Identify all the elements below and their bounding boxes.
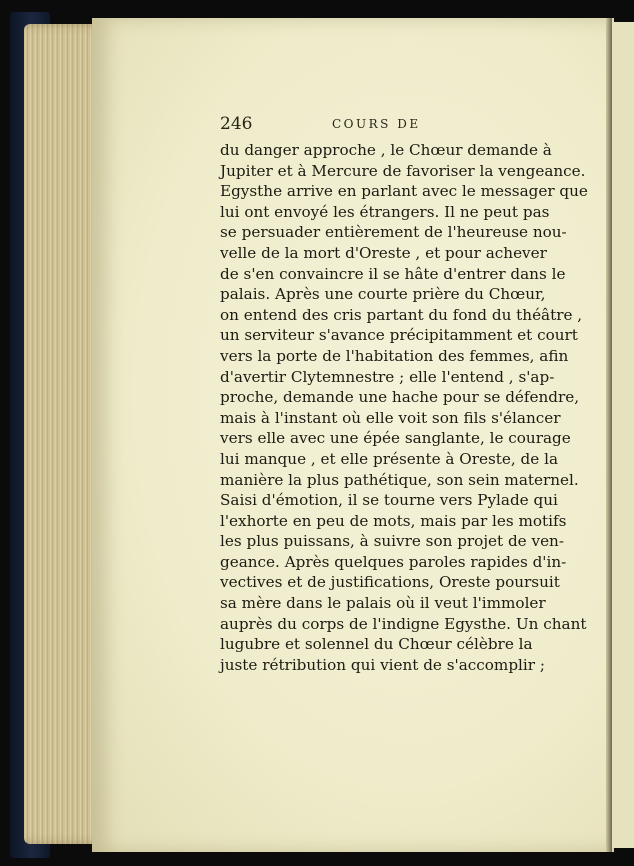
text-line: juste rétribution qui vient de s'accomplir ;: [220, 655, 545, 674]
text-line: Egysthe arrive en parlant avec le messager que: [220, 182, 588, 201]
body-text: [220, 140, 588, 675]
text-line: d'avertir Clytemnestre ; elle l'entend , s'ap-: [220, 367, 555, 386]
text-line: Jupiter et à Mercure de favoriser la vengeance.: [220, 161, 586, 180]
text-line: proche, demande une hache pour se défendre,: [220, 388, 580, 407]
text-line: un serviteur s'avance précipitamment et court: [220, 326, 578, 345]
text-line: vectives et de justifications, Oreste poursuit: [220, 573, 560, 592]
text-line: Saisi d'émotion, il se tourne vers Pylade qui: [220, 491, 558, 510]
running-title: COURS DE: [332, 117, 421, 131]
text-line: de s'en convaincre il se hâte d'entrer dans le: [220, 264, 566, 283]
text-line: lugubre et solennel du Chœur célèbre la: [220, 635, 533, 654]
text-line: auprès du corps de l'indigne Egysthe. Un chant: [220, 614, 587, 633]
text-line: geance. Après quelques paroles rapides d'in-: [220, 552, 567, 571]
text-line: sa mère dans le palais où il veut l'immoler: [220, 594, 546, 613]
text-line: palais. Après une courte prière du Chœur,: [220, 285, 546, 304]
text-line: se persuader entièrement de l'heureuse nou-: [220, 223, 567, 242]
text-line: les plus puissans, à suivre son projet de ven-: [220, 532, 564, 551]
text-line: vers elle avec une épée sanglante, le courage: [220, 429, 571, 448]
text-line: lui ont envoyé les étrangers. Il ne peut pas: [220, 202, 550, 221]
text-line: velle de la mort d'Oreste , et pour achever: [220, 243, 547, 262]
facing-page: [612, 22, 634, 848]
text-line: vers la porte de l'habitation des femmes, afin: [220, 346, 569, 365]
text-line: lui manque , et elle présente à Oreste, de la: [220, 449, 558, 468]
text-line: mais à l'instant où elle voit son fils s'élancer: [220, 408, 561, 427]
page-header: [220, 114, 540, 138]
page-number: 246: [220, 114, 253, 134]
text-line: du danger approche , le Chœur demande à: [220, 141, 552, 159]
text-line: on entend des cris partant du fond du théâtre ,: [220, 305, 583, 324]
text-line: l'exhorte en peu de mots, mais par les motifs: [220, 511, 567, 530]
text-line: manière la plus pathétique, son sein maternel.: [220, 470, 579, 489]
